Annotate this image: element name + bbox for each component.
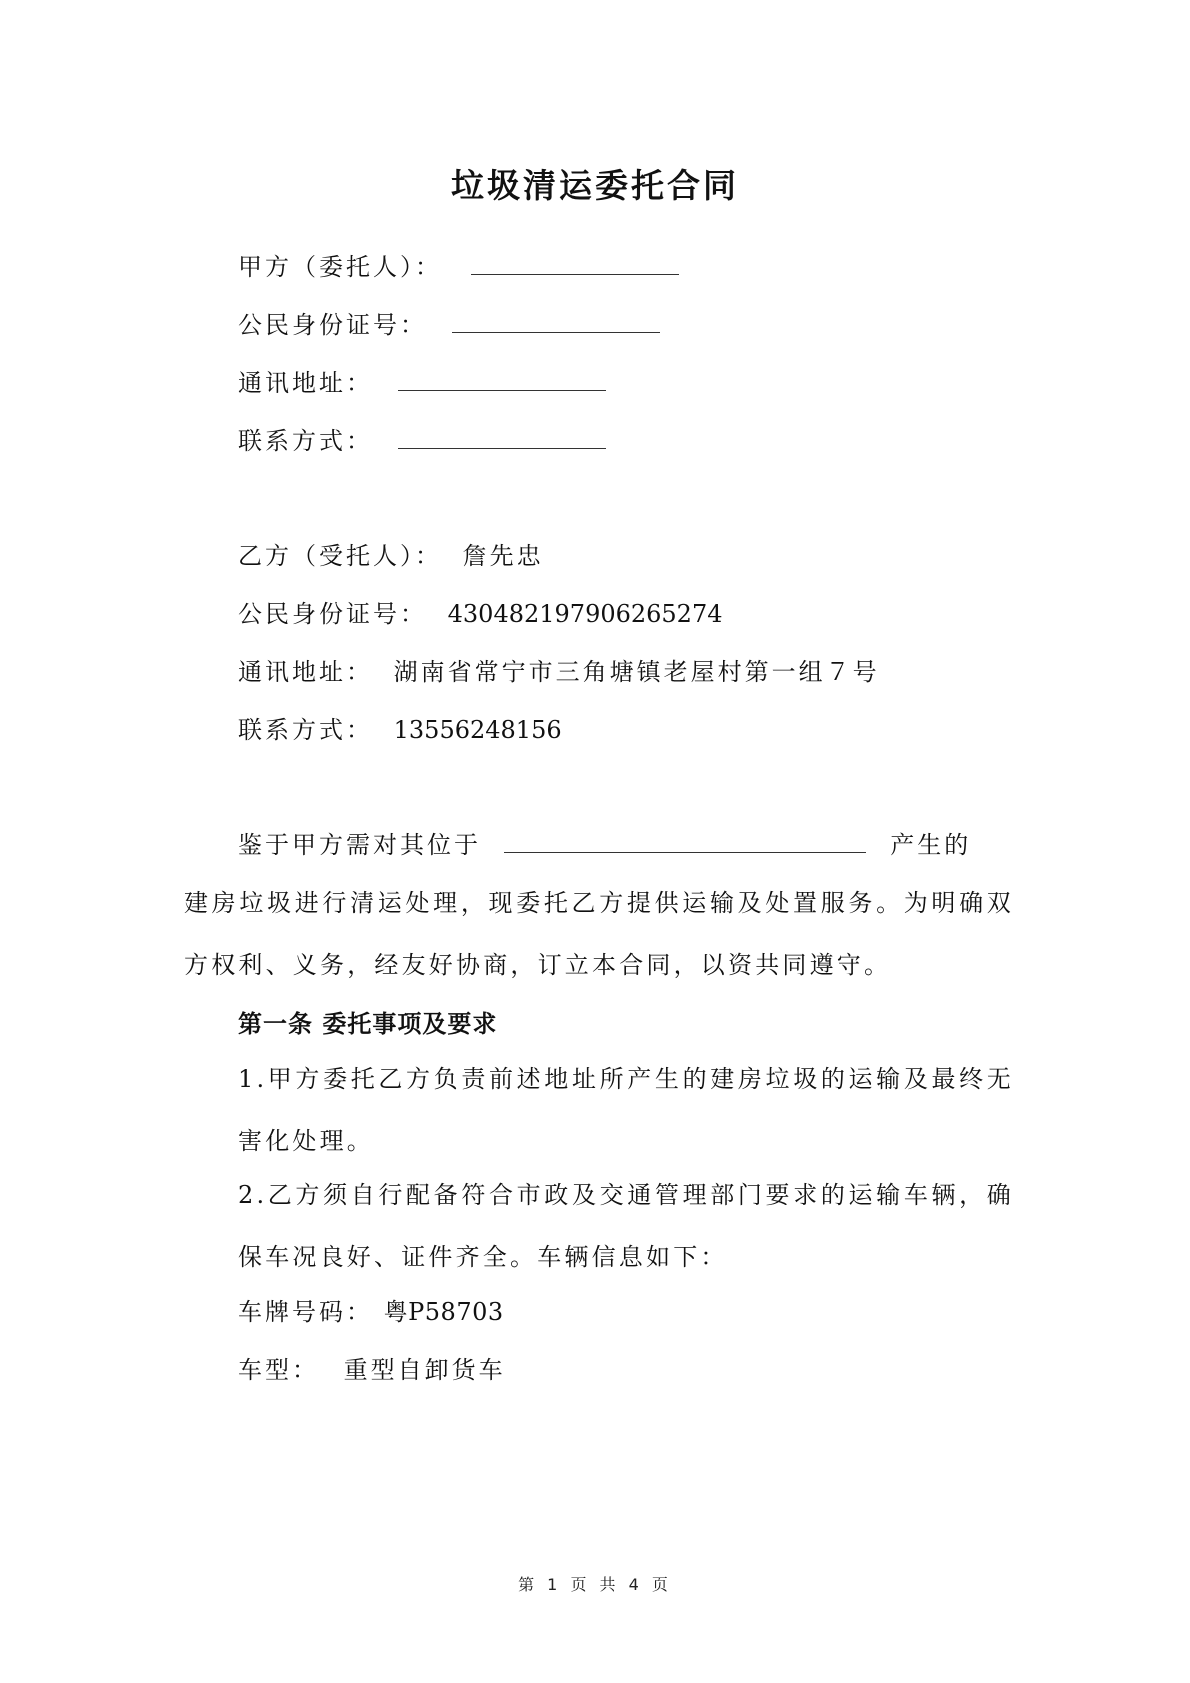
party-a-address-label: 通讯地址： <box>238 369 373 397</box>
party-b-address-row <box>238 657 880 687</box>
total-pages-number: 4 <box>628 1575 643 1594</box>
vehicle-plate-label: 车牌号码： <box>238 1298 373 1326</box>
party-a-id-blank[interactable] <box>452 312 660 333</box>
party-b-name-label: 乙方（受托人）： <box>238 542 442 570</box>
party-a-name-blank[interactable] <box>471 254 679 275</box>
article-1-item-1: 1.甲方委托乙方负责前述地址所产生的建房垃圾的运输及最终无害化处理。 <box>238 1065 1014 1155</box>
article-1-heading: 第一条 委托事项及要求 <box>238 1009 498 1038</box>
party-a-address-blank[interactable] <box>398 370 606 391</box>
party-b-name-row <box>238 541 544 571</box>
vehicle-type-value: 重型自卸货车 <box>343 1356 506 1384</box>
party-b-contact-value: 13556248156 <box>393 716 562 744</box>
party-a-id-row <box>238 310 660 340</box>
party-b-contact-label: 联系方式： <box>238 716 373 744</box>
party-b-id-value: 430482197906265274 <box>447 600 723 628</box>
vehicle-type-row <box>238 1355 506 1385</box>
party-a-id-label: 公民身份证号： <box>238 311 427 339</box>
preamble-line-1 <box>238 830 971 860</box>
party-b-id-row <box>238 599 723 629</box>
page-footer <box>0 1572 1190 1595</box>
preamble-part1: 鉴于甲方需对其位于 <box>238 831 481 859</box>
vehicle-plate-row <box>238 1297 504 1327</box>
party-a-name-label: 甲方（委托人）： <box>238 253 442 281</box>
footer-suffix: 页 <box>651 1575 672 1594</box>
current-page-number: 1 <box>547 1575 562 1594</box>
vehicle-plate-value: 粤P58703 <box>383 1298 504 1326</box>
vehicle-type-label: 车型： <box>238 1356 319 1384</box>
party-a-address-row <box>238 368 606 398</box>
preamble-rest: 建房垃圾进行清运处理，现委托乙方提供运输及处置服务。为明确双方权利、义务，经友好协商，订立本合同，以资共同遵守。 <box>184 889 1014 979</box>
party-b-address-value: 湖南省常宁市三角塘镇老屋村第一组７号 <box>393 658 880 686</box>
party-b-name-value: 詹先忠 <box>462 542 544 570</box>
party-a-contact-blank[interactable] <box>398 428 606 449</box>
article-1-item-2: 2.乙方须自行配备符合市政及交通管理部门要求的运输车辆，确保车况良好、证件齐全。车辆信息如下： <box>238 1181 1014 1271</box>
footer-middle: 页 共 <box>570 1575 620 1594</box>
party-a-name-row <box>238 252 679 282</box>
footer-prefix: 第 <box>518 1575 539 1594</box>
document-title: 垃圾清运委托合同 <box>451 166 739 205</box>
party-b-contact-row <box>238 715 562 745</box>
party-a-contact-row <box>238 426 606 456</box>
party-b-address-label: 通讯地址： <box>238 658 373 686</box>
preamble-part2: 产生的 <box>890 831 972 859</box>
preamble-location-blank[interactable] <box>504 832 866 853</box>
party-b-id-label: 公民身份证号： <box>238 600 427 628</box>
party-a-contact-label: 联系方式： <box>238 427 373 455</box>
